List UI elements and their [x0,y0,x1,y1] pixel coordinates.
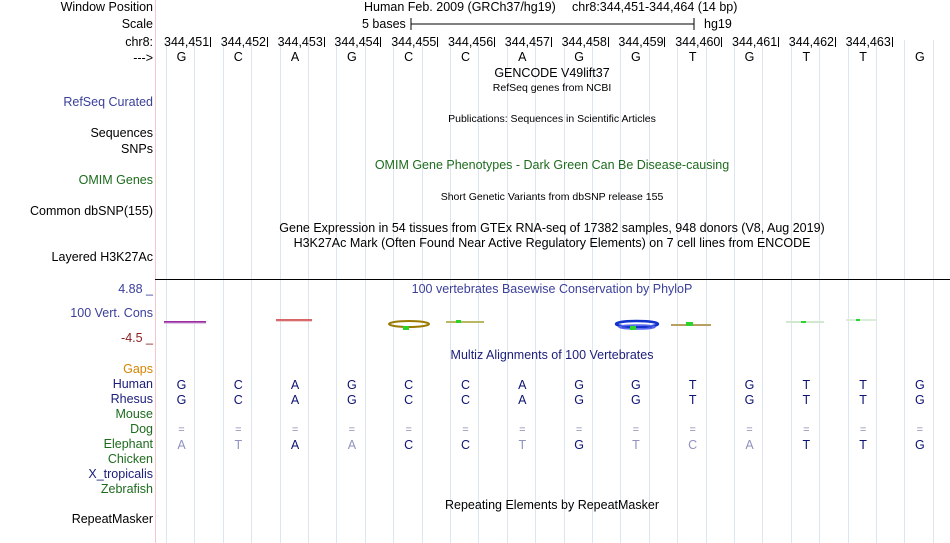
scale-bar [410,17,700,31]
ruler-position: 344,463 [845,35,891,49]
h3k27-label[interactable]: Layered H3K27Ac [51,250,153,264]
reference-base: T [688,50,697,64]
gtex-track-title[interactable]: Gene Expression in 54 tissues from GTEx RNA-seq of 17382 samples, 948 donors (V8, Aug 2019) [279,221,825,235]
aligned-base: A [290,378,300,392]
ruler-tick [324,37,325,47]
ruler-tick [835,37,836,47]
ruler-position: 344,452 [220,35,266,49]
ruler-position: 344,455 [391,35,437,49]
aligned-base: T [802,378,811,392]
reference-base: C [233,50,243,64]
db-text: hg19 [704,17,732,31]
aligned-base: T [859,438,867,452]
aligned-base: G [744,393,755,407]
aligned-base: T [859,393,867,407]
conservation-wiggle[interactable] [156,314,950,336]
aligned-base: = [746,424,753,436]
aligned-base: C [404,438,414,452]
aligned-base: G [631,393,641,407]
reference-base: A [518,50,527,64]
aligned-base: T [802,438,811,452]
gridline [706,40,707,543]
gridline [280,40,281,543]
aligned-base: C [460,393,471,407]
aligned-base: A [745,438,754,452]
strand-label: ---> [133,51,153,65]
aligned-base: A [347,438,357,452]
ruler-tick [210,37,211,47]
chrom-label: chr8: [125,35,153,49]
aligned-base: T [518,438,527,452]
cons-max-label: 4.88 _ [118,282,153,296]
track-divider [155,279,950,280]
ruler-position: 344,462 [788,35,834,49]
reference-base: G [915,50,925,64]
scale-text: 5 bases [362,17,406,31]
aligned-base: C [460,378,471,392]
reference-base: G [574,50,584,64]
aligned-base: = [632,424,640,436]
gridline [223,40,224,543]
ruler-position: 344,456 [448,35,494,49]
aligned-base: C [460,438,471,452]
aligned-base: A [518,393,527,407]
aligned-base: T [802,393,811,407]
ruler-tick [664,37,665,47]
aligned-base: = [575,424,583,436]
ruler-tick [551,37,552,47]
species-label-human[interactable]: Human [112,377,153,391]
aligned-base: = [291,424,299,436]
species-label-rhesus[interactable]: Rhesus [110,392,153,406]
ruler-tick [494,37,495,47]
species-label-chicken[interactable]: Chicken [107,452,153,466]
position-range: chr8:344,451-344,464 (14 bp) [572,0,738,14]
ruler-position: 344,460 [675,35,721,49]
ruler-tick [380,37,381,47]
gridline [393,40,394,543]
aligned-base: = [405,424,412,436]
ruler-tick [892,37,893,47]
aligned-base: G [176,378,187,392]
aligned-base: A [177,438,186,452]
gridline [933,40,934,543]
aligned-base: A [290,438,300,452]
cons-label[interactable]: 100 Vert. Cons [70,306,153,320]
aligned-base: = [519,424,526,436]
publications-track-title[interactable]: Publications: Sequences in Scientific Articles [448,113,656,125]
aligned-base: = [689,424,696,436]
ruler-position: 344,454 [334,35,380,49]
gridline [308,40,309,543]
aligned-base: A [518,378,527,392]
species-label-elephant[interactable]: Elephant [103,437,153,451]
aligned-base: C [688,438,698,452]
aligned-base: G [347,393,357,407]
cons-min-label: -4.5 _ [121,331,153,345]
aligned-base: C [404,393,414,407]
aligned-base: = [462,424,469,436]
gridline [166,40,167,543]
omim-genes-label[interactable]: OMIM Genes [78,173,153,187]
aligned-base: C [233,393,243,407]
reference-base: C [460,50,471,64]
repeatmasker-label[interactable]: RepeatMasker [71,512,153,526]
repeatmasker-track-title[interactable]: Repeating Elements by RepeatMasker [444,498,660,512]
gridline [762,40,763,543]
aligned-base: G [574,393,584,407]
reference-base: G [347,50,357,64]
aligned-base: G [176,393,187,407]
ruler-position: 344,457 [504,35,550,49]
ruler-position: 344,451 [164,35,210,49]
dbsnp-track-title[interactable]: Short Genetic Variants from dbSNP release 155 [440,191,664,203]
aligned-base: = [348,424,356,436]
assembly-title: Human Feb. 2009 (GRCh37/hg19) [364,0,556,14]
reference-base: G [631,50,641,64]
aligned-base: = [178,424,185,436]
h3k27-track-title[interactable]: H3K27Ac Mark (Often Found Near Active Regulatory Elements) on 7 cell lines from ENCODE [293,236,811,250]
aligned-base: = [859,424,867,436]
aligned-base: G [631,378,641,392]
ruler-tick [437,37,438,47]
species-label-zebrafish[interactable]: Zebrafish [100,482,153,496]
aligned-base: = [803,424,810,436]
reference-base: T [859,50,867,64]
aligned-base: = [916,424,924,436]
ruler-tick [267,37,268,47]
aligned-base: T [234,438,243,452]
aligned-base: T [688,393,697,407]
ruler-position: 344,453 [277,35,323,49]
refseq-track-subtitle: RefSeq genes from NCBI [492,82,612,94]
aligned-base: C [404,378,414,392]
aligned-base: G [574,438,584,452]
left-margin-line [155,0,156,543]
gridline [365,40,366,543]
aligned-base: A [290,393,300,407]
omim-track-title[interactable]: OMIM Gene Phenotypes - Dark Green Can Be Disease-causing [374,158,730,172]
gridline [848,40,849,543]
refseq-curated-label[interactable]: RefSeq Curated [63,95,153,109]
ruler-tick [778,37,779,47]
reference-base: T [802,50,811,64]
species-label-dog[interactable]: Dog [130,422,153,436]
gridline [819,40,820,543]
ruler-tick [608,37,609,47]
gridline [876,40,877,543]
reference-base: G [176,50,187,64]
species-label-mouse[interactable]: Mouse [115,407,153,421]
sequences-label[interactable]: Sequences [90,126,153,140]
gridline [336,40,337,543]
aligned-base: G [347,378,357,392]
ruler-position: 344,461 [732,35,778,49]
phylop-track-title[interactable]: 100 vertebrates Basewise Conservation by PhyloP [411,282,693,296]
aligned-base: G [915,378,925,392]
gridline [734,40,735,543]
species-label-gaps[interactable]: Gaps [123,362,153,376]
reference-base: G [744,50,755,64]
aligned-base: = [235,424,242,436]
reference-base: A [290,50,300,64]
gridline [791,40,792,543]
aligned-base: T [859,378,867,392]
ruler-position: 344,458 [561,35,607,49]
aligned-base: T [688,378,697,392]
multiz-track-title[interactable]: Multiz Alignments of 100 Vertebrates [450,348,654,362]
aligned-base: T [632,438,640,452]
gridline [904,40,905,543]
aligned-base: G [574,378,584,392]
species-label-x-tropicalis[interactable]: X_tropicalis [88,467,153,481]
reference-base: C [404,50,414,64]
aligned-base: G [915,438,925,452]
gridline [251,40,252,543]
scale-label: Scale [121,17,153,31]
aligned-base: C [233,378,243,392]
snps-label[interactable]: SNPs [121,142,153,156]
gencode-track-title[interactable]: GENCODE V49lift37 [494,66,610,80]
dbsnp-label[interactable]: Common dbSNP(155) [30,204,153,218]
aligned-base: G [744,378,755,392]
aligned-base: G [915,393,925,407]
ruler-position: 344,459 [618,35,664,49]
gridline [194,40,195,543]
ruler-tick [721,37,722,47]
window-position-label: Window Position [60,0,153,14]
